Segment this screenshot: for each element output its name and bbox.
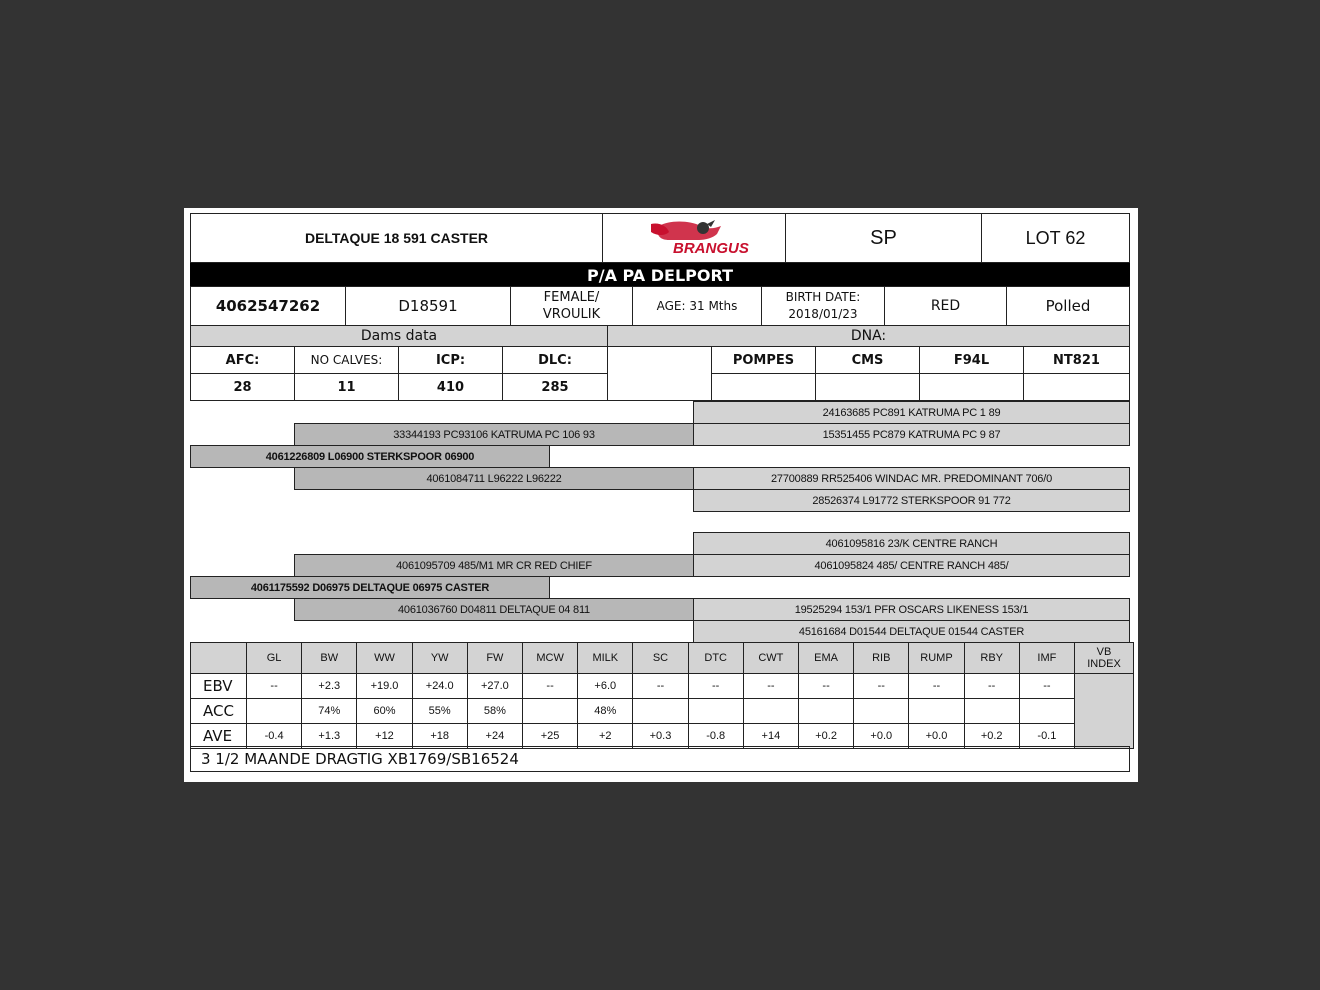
age: AGE: 31 Mths (632, 286, 762, 326)
ebv-cell-ave-dtc: -0.8 (688, 723, 744, 749)
ebv-header-yw: YW (412, 642, 468, 674)
dna-pompes-value (711, 373, 816, 401)
ebv-cell-ave-yw: +18 (412, 723, 468, 749)
dna-f94l-label: F94L (919, 346, 1024, 374)
bull-logo-icon (629, 218, 759, 258)
colour: RED (884, 286, 1007, 326)
ebv-cell-ebv-yw: +24.0 (412, 673, 468, 699)
ebv-header-bw: BW (301, 642, 357, 674)
ebv-header-rby: RBY (964, 642, 1020, 674)
sex: FEMALE/ VROULIK (510, 286, 633, 326)
ebv-cell-ebv-rby: -- (964, 673, 1020, 699)
pedigree-dam-sire-dam: 4061095824 485/ CENTRE RANCH 485/ (693, 554, 1130, 577)
logo-text: BRANGUS (673, 240, 749, 257)
animal-name: DELTAQUE 18 591 CASTER (190, 213, 603, 263)
ebv-cell-acc-bw: 74% (301, 698, 357, 724)
no-calves-label: NO CALVES: (294, 346, 399, 374)
pregnancy-note: 3 1/2 MAANDE DRAGTIG XB1769/SB16524 (190, 746, 1130, 772)
pedigree-sire-sire: 33344193 PC93106 KATRUMA PC 106 93 (294, 423, 694, 446)
dna-pompes-label: POMPES (711, 346, 816, 374)
dna-title: DNA: (607, 325, 1130, 347)
vb-index-value (1074, 673, 1134, 749)
ebv-cell-acc-rump (908, 698, 964, 724)
ebv-cell-ave-fw: +24 (467, 723, 523, 749)
ebv-table (190, 642, 1130, 747)
pedigree-sire-dam-sire: 27700889 RR525406 WINDAC MR. PREDOMINANT 706/0 (693, 467, 1130, 490)
brangus-logo (602, 213, 786, 263)
ebv-cell-ebv-sc: -- (632, 673, 688, 699)
dna-f94l-value (919, 373, 1024, 401)
ebv-cell-ave-sc: +0.3 (632, 723, 688, 749)
ebv-cell-ebv-rump: -- (908, 673, 964, 699)
ebv-cell-ebv-bw: +2.3 (301, 673, 357, 699)
ebv-cell-ave-milk: +2 (577, 723, 633, 749)
ebv-cell-acc-ema (798, 698, 854, 724)
ebv-cell-ave-mcw: +25 (522, 723, 578, 749)
ebv-cell-ave-imf: -0.1 (1019, 723, 1075, 749)
ebv-cell-ave-rib: +0.0 (853, 723, 909, 749)
ebv-cell-ave-cwt: +14 (743, 723, 799, 749)
ebv-header-rump: RUMP (908, 642, 964, 674)
ebv-header-mcw: MCW (522, 642, 578, 674)
pedigree-sire-dam: 4061084711 L96222 L96222 (294, 467, 694, 490)
ebv-cell-ebv-dtc: -- (688, 673, 744, 699)
lot-number: LOT 62 (981, 213, 1130, 263)
dna-cms-label: CMS (815, 346, 920, 374)
ebv-header-milk: MILK (577, 642, 633, 674)
ebv-header-gl: GL (246, 642, 302, 674)
ebv-header-ema: EMA (798, 642, 854, 674)
afc-label: AFC: (190, 346, 295, 374)
ebv-cell-acc-sc (632, 698, 688, 724)
ebv-cell-acc-gl (246, 698, 302, 724)
lot-card (184, 208, 1138, 782)
pedigree-dam: 4061175592 D06975 DELTAQUE 06975 CASTER (190, 576, 550, 599)
ebv-cell-ebv-mcw: -- (522, 673, 578, 699)
dlc-label: DLC: (502, 346, 608, 374)
ebv-row-label-ave: AVE (190, 723, 247, 749)
ident-number: D18591 (345, 286, 511, 326)
ebv-header-ww: WW (356, 642, 412, 674)
ebv-cell-ebv-rib: -- (853, 673, 909, 699)
ebv-corner-cell (190, 642, 247, 674)
ebv-cell-ebv-milk: +6.0 (577, 673, 633, 699)
ebv-cell-ave-rby: +0.2 (964, 723, 1020, 749)
ebv-cell-acc-rib (853, 698, 909, 724)
dams-data-title: Dams data (190, 325, 608, 347)
pedigree-dam-dam-sire: 19525294 153/1 PFR OSCARS LIKENESS 153/1 (693, 598, 1130, 621)
ebv-cell-ebv-gl: -- (246, 673, 302, 699)
pedigree-dam-dam: 4061036760 D04811 DELTAQUE 04 811 (294, 598, 694, 621)
registration-number: 4062547262 (190, 286, 346, 326)
grade: SP (785, 213, 982, 263)
owner-bar: P/A PA DELPORT (190, 263, 1130, 287)
horn-status: Polled (1006, 286, 1130, 326)
dna-cms-value (815, 373, 920, 401)
ebv-cell-ebv-cwt: -- (743, 673, 799, 699)
pedigree-sire: 4061226809 L06900 STERKSPOOR 06900 (190, 445, 550, 468)
pedigree-dam-sire-sire: 4061095816 23/K CENTRE RANCH (693, 532, 1130, 555)
pedigree-sire-dam-dam: 28526374 L91772 STERKSPOOR 91 772 (693, 489, 1130, 512)
ebv-cell-ave-ww: +12 (356, 723, 412, 749)
pedigree-dam-sire: 4061095709 485/M1 MR CR RED CHIEF (294, 554, 694, 577)
pedigree-dam-dam-dam: 45161684 D01544 DELTAQUE 01544 CASTER (693, 620, 1130, 643)
ebv-cell-acc-rby (964, 698, 1020, 724)
ebv-cell-acc-imf (1019, 698, 1075, 724)
ebv-cell-acc-yw: 55% (412, 698, 468, 724)
ebv-cell-acc-fw: 58% (467, 698, 523, 724)
ebv-cell-ave-bw: +1.3 (301, 723, 357, 749)
vb-index-header: VB INDEX (1074, 642, 1134, 674)
ebv-row-label-acc: ACC (190, 698, 247, 724)
no-calves-value: 11 (294, 373, 399, 401)
ebv-cell-acc-milk: 48% (577, 698, 633, 724)
pedigree-sire-sire-sire: 24163685 PC891 KATRUMA PC 1 89 (693, 401, 1130, 424)
ebv-cell-ebv-fw: +27.0 (467, 673, 523, 699)
birth-date: BIRTH DATE: 2018/01/23 (761, 286, 885, 326)
ebv-cell-ebv-ema: -- (798, 673, 854, 699)
ebv-cell-ave-ema: +0.2 (798, 723, 854, 749)
ebv-header-cwt: CWT (743, 642, 799, 674)
ebv-cell-ave-gl: -0.4 (246, 723, 302, 749)
ebv-header-rib: RIB (853, 642, 909, 674)
ebv-cell-ebv-imf: -- (1019, 673, 1075, 699)
ebv-cell-acc-mcw (522, 698, 578, 724)
ebv-cell-acc-ww: 60% (356, 698, 412, 724)
icp-label: ICP: (398, 346, 503, 374)
ebv-cell-acc-cwt (743, 698, 799, 724)
dna-nt821-label: NT821 (1023, 346, 1130, 374)
ebv-header-fw: FW (467, 642, 523, 674)
ebv-cell-ebv-ww: +19.0 (356, 673, 412, 699)
afc-value: 28 (190, 373, 295, 401)
dna-blank-cell (607, 346, 712, 401)
pedigree-sire-sire-dam: 15351455 PC879 KATRUMA PC 9 87 (693, 423, 1130, 446)
ebv-row-label-ebv: EBV (190, 673, 247, 699)
ebv-header-imf: IMF (1019, 642, 1075, 674)
dna-nt821-value (1023, 373, 1130, 401)
dlc-value: 285 (502, 373, 608, 401)
ebv-cell-acc-dtc (688, 698, 744, 724)
ebv-cell-ave-rump: +0.0 (908, 723, 964, 749)
ebv-header-dtc: DTC (688, 642, 744, 674)
icp-value: 410 (398, 373, 503, 401)
ebv-header-sc: SC (632, 642, 688, 674)
